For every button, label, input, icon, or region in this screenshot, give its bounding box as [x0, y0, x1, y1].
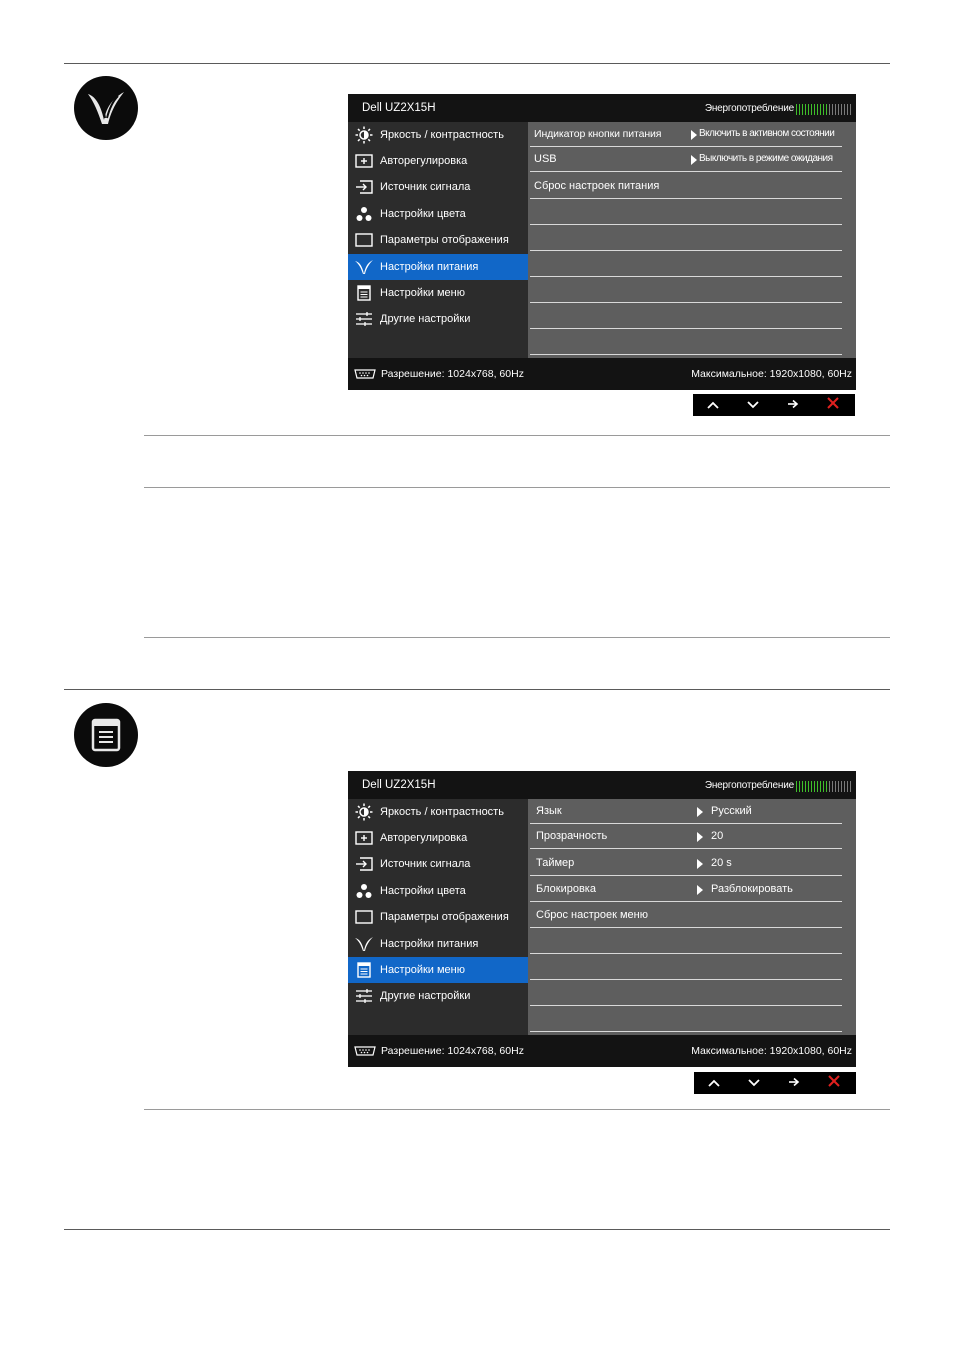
menu-item-label: Настройки меню	[380, 287, 465, 299]
menu-item-brightness-contrast[interactable]	[348, 799, 528, 825]
energy-label: Энергопотребление	[704, 103, 794, 114]
menu-item-label: Настройки цвета	[380, 885, 466, 897]
menu-item-menu-settings[interactable]	[348, 280, 528, 306]
energy-meter	[796, 104, 852, 115]
submenu-row-power-button-led[interactable]	[528, 122, 842, 147]
up-button[interactable]	[694, 1072, 734, 1094]
submenu-row-transparency[interactable]	[528, 824, 842, 849]
display-settings-icon	[354, 230, 374, 250]
osd-header	[348, 771, 856, 799]
arrow-right-icon	[697, 885, 703, 895]
brightness-icon	[354, 125, 374, 145]
energy-segment	[826, 104, 827, 115]
submenu-label: Таймер	[536, 857, 575, 869]
menu-item-label: Источник сигнала	[380, 181, 471, 193]
submenu-row-empty	[528, 252, 842, 277]
down-button[interactable]	[733, 394, 773, 416]
up-icon	[708, 1074, 720, 1092]
energy-segment	[835, 104, 836, 115]
osd-submenu-panel	[528, 122, 856, 358]
divider-section	[64, 689, 890, 690]
down-icon	[748, 1074, 760, 1092]
energy-segment	[847, 781, 848, 792]
up-icon	[707, 396, 719, 414]
submenu-value: 20 s	[711, 857, 732, 869]
menu-item-power-settings[interactable]	[348, 931, 528, 957]
energy-segment	[832, 781, 833, 792]
osd-submenu-panel	[528, 799, 856, 1035]
menu-item-color-settings[interactable]	[348, 878, 528, 904]
divider	[144, 435, 890, 436]
brightness-icon	[354, 802, 374, 822]
submenu-row-empty	[528, 929, 842, 954]
submenu-row-empty	[528, 1007, 842, 1032]
energy-segment	[811, 781, 812, 792]
energy-meter	[796, 781, 852, 792]
energy-segment	[799, 104, 800, 115]
energy-segment	[838, 104, 839, 115]
osd-header	[348, 94, 856, 122]
energy-segment	[805, 781, 806, 792]
other-settings-icon	[354, 986, 374, 1006]
energy-segment	[817, 781, 818, 792]
enter-button[interactable]	[774, 1072, 814, 1094]
input-source-icon	[354, 177, 374, 197]
menu-item-display-settings[interactable]	[348, 227, 528, 253]
menu-item-other-settings[interactable]	[348, 983, 528, 1009]
submenu-label: Язык	[536, 805, 562, 817]
energy-segment	[829, 104, 830, 115]
submenu-row-empty	[528, 330, 842, 355]
osd-footer	[348, 1035, 856, 1067]
submenu-label: Блокировка	[536, 883, 596, 895]
color-settings-icon	[354, 881, 374, 901]
submenu-value: Выключить в режиме ожидания	[699, 153, 833, 164]
energy-segment	[829, 781, 830, 792]
menu-item-power-settings[interactable]	[348, 254, 528, 280]
energy-segment	[817, 104, 818, 115]
submenu-row-empty	[528, 226, 842, 251]
energy-label: Энергопотребление	[704, 780, 794, 791]
energy-segment	[808, 104, 809, 115]
energy-segment	[832, 104, 833, 115]
submenu-value: 20	[711, 830, 724, 842]
menu-settings-icon	[354, 283, 374, 303]
row-divider	[530, 848, 842, 849]
energy-segment	[841, 104, 842, 115]
submenu-row-empty	[528, 955, 842, 980]
input-source-icon	[354, 854, 374, 874]
submenu-row-empty	[528, 278, 842, 303]
menu-item-label: Настройки цвета	[380, 208, 466, 220]
exit-button[interactable]	[814, 1072, 854, 1094]
energy-segment	[820, 781, 821, 792]
row-divider	[530, 953, 842, 954]
submenu-value: Включить в активном состоянии	[699, 128, 835, 139]
max-resolution: Максимальное: 1920x1080, 60Hz	[691, 368, 852, 380]
divider	[144, 487, 890, 488]
menu-item-auto-adjust[interactable]	[348, 825, 528, 851]
submenu-value: Русский	[711, 805, 752, 817]
enter-icon	[788, 1074, 800, 1092]
menu-item-label: Яркость / контрастность	[380, 806, 504, 818]
row-divider	[530, 171, 842, 172]
menu-item-label: Другие настройки	[380, 313, 471, 325]
menu-item-label: Настройки питания	[380, 938, 479, 950]
osd-menu-settings	[348, 771, 856, 1067]
enter-button[interactable]	[773, 394, 813, 416]
osd-main-menu	[348, 799, 528, 1035]
menu-settings-section-icon	[74, 703, 138, 767]
row-divider	[530, 198, 842, 199]
menu-item-label: Яркость / контрастность	[380, 129, 504, 141]
menu-item-label: Настройки питания	[380, 261, 479, 273]
current-resolution: Разрешение: 1024x768, 60Hz	[381, 1045, 524, 1057]
input-connector-icon	[352, 369, 378, 382]
divider	[144, 637, 890, 638]
menu-settings-icon	[354, 960, 374, 980]
energy-segment	[814, 104, 815, 115]
energy-segment	[844, 781, 845, 792]
energy-segment	[820, 104, 821, 115]
osd-navigation-buttons	[694, 1072, 856, 1094]
submenu-label: Индикатор кнопки питания	[534, 128, 662, 140]
energy-segment	[799, 781, 800, 792]
auto-adjust-icon	[354, 828, 374, 848]
energy-segment	[796, 781, 797, 792]
row-divider	[530, 1005, 842, 1006]
menu-item-label: Параметры отображения	[380, 911, 509, 923]
menu-item-label: Авторегулировка	[380, 832, 468, 844]
menu-item-label: Источник сигнала	[380, 858, 471, 870]
energy-segment	[823, 104, 824, 115]
energy-segment	[796, 104, 797, 115]
energy-segment	[841, 781, 842, 792]
menu-item-label: Параметры отображения	[380, 234, 509, 246]
energy-segment	[811, 104, 812, 115]
energy-segment	[802, 104, 803, 115]
arrow-right-icon	[697, 807, 703, 817]
menu-item-menu-settings[interactable]	[348, 957, 528, 983]
divider-top	[64, 63, 890, 64]
submenu-row-power-reset[interactable]	[528, 174, 842, 199]
display-settings-icon	[354, 907, 374, 927]
menu-item-color-settings[interactable]	[348, 201, 528, 227]
menu-item-label: Настройки меню	[380, 964, 465, 976]
submenu-row-empty	[528, 304, 842, 329]
max-resolution: Максимальное: 1920x1080, 60Hz	[691, 1045, 852, 1057]
menu-item-input-source[interactable]	[348, 174, 528, 200]
submenu-row-empty	[528, 981, 842, 1006]
submenu-value: Разблокировать	[711, 883, 793, 895]
divider	[144, 1109, 890, 1110]
row-divider	[530, 328, 842, 329]
power-settings-icon	[354, 257, 374, 277]
energy-segment	[844, 104, 845, 115]
osd-footer	[348, 358, 856, 390]
exit-button[interactable]	[813, 394, 853, 416]
submenu-row-usb[interactable]	[528, 147, 842, 172]
power-settings-section-icon	[74, 76, 138, 140]
submenu-row-lock[interactable]	[528, 877, 842, 902]
down-icon	[747, 396, 759, 414]
arrow-right-icon	[691, 155, 697, 165]
energy-segment	[814, 781, 815, 792]
submenu-label: USB	[534, 153, 557, 165]
enter-icon	[787, 396, 799, 414]
osd-navigation-buttons	[693, 394, 855, 416]
energy-segment	[835, 781, 836, 792]
auto-adjust-icon	[354, 151, 374, 171]
up-button[interactable]	[693, 394, 733, 416]
row-divider	[530, 250, 842, 251]
submenu-label: Сброс настроек меню	[536, 909, 648, 921]
arrow-right-icon	[697, 859, 703, 869]
osd-main-menu	[348, 122, 528, 358]
menu-item-brightness-contrast[interactable]	[348, 122, 528, 148]
current-resolution: Разрешение: 1024x768, 60Hz	[381, 368, 524, 380]
row-divider	[530, 1031, 842, 1032]
menu-item-input-source[interactable]	[348, 851, 528, 877]
menu-item-other-settings[interactable]	[348, 306, 528, 332]
energy-segment	[847, 104, 848, 115]
power-settings-icon	[354, 934, 374, 954]
menu-item-label: Авторегулировка	[380, 155, 468, 167]
submenu-label: Прозрачность	[536, 830, 608, 842]
down-button[interactable]	[734, 1072, 774, 1094]
submenu-row-empty	[528, 200, 842, 225]
arrow-right-icon	[691, 130, 697, 140]
submenu-row-language[interactable]	[528, 799, 842, 824]
energy-segment	[838, 781, 839, 792]
submenu-label: Сброс настроек питания	[534, 180, 660, 192]
divider-bottom	[64, 1229, 890, 1230]
osd-power-settings	[348, 94, 856, 390]
menu-item-auto-adjust[interactable]	[348, 148, 528, 174]
energy-segment	[850, 104, 851, 115]
submenu-row-timer[interactable]	[528, 851, 842, 876]
energy-segment	[805, 104, 806, 115]
color-settings-icon	[354, 204, 374, 224]
submenu-row-menu-reset[interactable]	[528, 903, 842, 928]
energy-segment	[826, 781, 827, 792]
row-divider	[530, 354, 842, 355]
energy-segment	[802, 781, 803, 792]
menu-item-label: Другие настройки	[380, 990, 471, 1002]
row-divider	[530, 224, 842, 225]
energy-segment	[850, 781, 851, 792]
other-settings-icon	[354, 309, 374, 329]
exit-icon	[826, 396, 840, 415]
row-divider	[530, 979, 842, 980]
menu-item-display-settings[interactable]	[348, 904, 528, 930]
exit-icon	[827, 1074, 841, 1093]
energy-segment	[808, 781, 809, 792]
energy-segment	[823, 781, 824, 792]
row-divider	[530, 875, 842, 876]
osd-title: Dell UZ2X15H	[362, 779, 436, 791]
row-divider	[530, 276, 842, 277]
input-connector-icon	[352, 1046, 378, 1059]
osd-title: Dell UZ2X15H	[362, 102, 436, 114]
arrow-right-icon	[697, 832, 703, 842]
row-divider	[530, 927, 842, 928]
row-divider	[530, 901, 842, 902]
row-divider	[530, 302, 842, 303]
